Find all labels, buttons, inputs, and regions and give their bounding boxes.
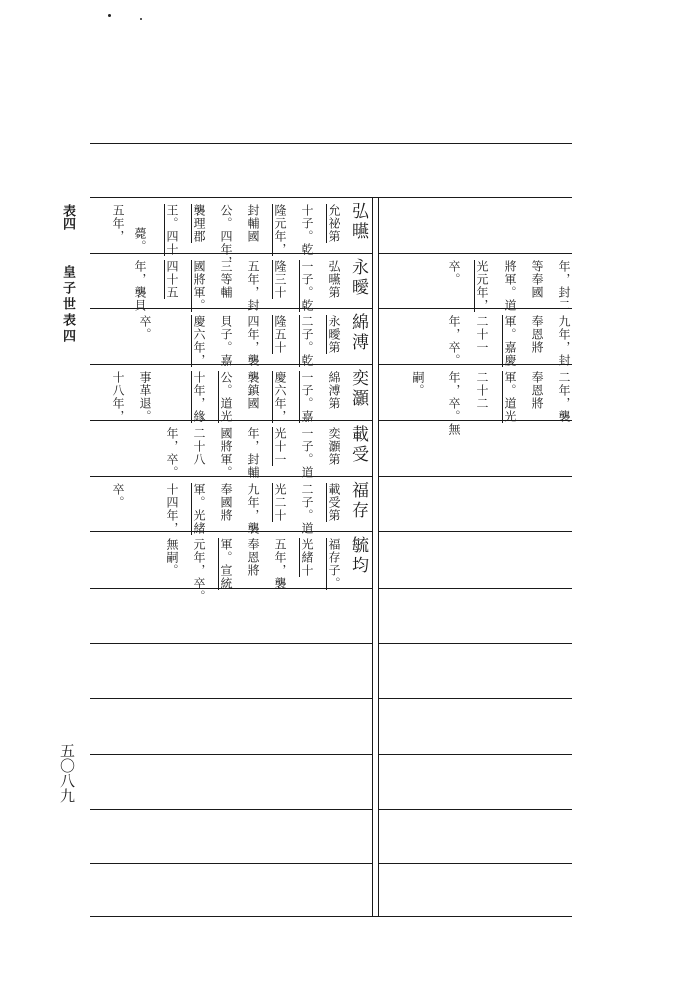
table-bottom-rule	[90, 916, 572, 917]
entry-text: 二子。道	[300, 483, 314, 535]
table-number: 表四	[60, 204, 75, 230]
entry-text: 封輔國	[246, 204, 260, 243]
continuation-row-2	[382, 308, 572, 367]
member-name: 毓均	[348, 536, 368, 576]
entry-text: 卒。	[111, 483, 125, 509]
entry-text: 奉恩將	[530, 315, 544, 354]
entry-text: 奉恩將	[530, 371, 544, 410]
right-row-rule	[378, 643, 572, 644]
scan-speck	[140, 18, 142, 20]
entry-text: 三等輔	[219, 260, 233, 299]
scan-speck	[108, 14, 111, 17]
entry-text: 年，卒。	[447, 315, 461, 367]
entry-text: 五年，	[111, 204, 125, 243]
genealogy-row-yihao	[90, 364, 372, 423]
entry-text: 一子。道	[300, 427, 314, 479]
entry-text: 九年，封	[557, 315, 571, 367]
entry-text: 永曖第	[327, 315, 341, 354]
entry-text: 二十八	[192, 427, 206, 466]
right-row-rule	[378, 863, 572, 864]
entry-text: 奉恩將	[246, 538, 260, 577]
entry-text: 軍。道光	[503, 371, 517, 423]
entry-text: 襲理郡	[192, 204, 206, 243]
entry-text: 慶六年，	[273, 371, 287, 423]
entry-text: 軍。宣統	[219, 538, 233, 590]
entry-text: 薨。	[133, 227, 147, 253]
page-number: 五〇八九	[58, 743, 76, 803]
entry-text: 嗣。	[411, 371, 425, 397]
entry-text: 等奉國	[530, 260, 544, 299]
row-rule	[90, 698, 372, 699]
right-row-rule	[378, 809, 572, 810]
member-name: 福存	[348, 481, 368, 521]
entry-text: 卒。	[138, 315, 152, 341]
entry-text: 軍。嘉慶	[503, 315, 517, 367]
entry-text: 貝子。嘉	[219, 315, 233, 367]
genealogy-row-zaishou	[90, 420, 372, 479]
continuation-row-3	[382, 364, 572, 436]
entry-text: 卒。	[447, 260, 461, 286]
right-row-rule	[378, 754, 572, 755]
entry-text: 公。道光	[219, 371, 233, 423]
entry-text: 國將軍。	[192, 260, 206, 312]
member-name: 弘曣	[348, 202, 368, 242]
entry-text: 年，卒。無	[447, 371, 461, 436]
row-rule	[90, 863, 372, 864]
right-row-rule	[378, 531, 572, 532]
entry-text: 四年，襲	[246, 315, 260, 367]
entry-text: 元年，卒。	[192, 538, 206, 603]
entry-text: 二十一	[475, 315, 489, 354]
column-divider	[372, 197, 373, 917]
entry-text: 隆五十	[273, 315, 287, 354]
member-name: 綿溥	[348, 313, 368, 353]
entry-text: 十八年，	[111, 371, 125, 423]
entry-text: 年，襲貝	[133, 260, 147, 312]
entry-text: 年，封二	[557, 260, 571, 312]
entry-text: 五年，襲	[273, 538, 287, 590]
entry-text: 奕灝第	[327, 427, 341, 466]
entry-text: 載受第	[327, 483, 341, 522]
genealogy-row-hongyan	[90, 197, 372, 269]
right-row-rule	[378, 420, 572, 421]
genealogy-row-yongai	[90, 253, 372, 312]
entry-text: 福存子。	[327, 538, 341, 590]
entry-text: 一子。乾	[300, 260, 314, 312]
entry-text: 二子。乾	[300, 315, 314, 367]
entry-text: 光元年，	[475, 260, 489, 312]
entry-text: 年，卒。	[165, 427, 179, 479]
entry-text: 九年，襲	[246, 483, 260, 535]
member-name: 奕灝	[348, 369, 368, 409]
right-row-rule	[378, 476, 572, 477]
entry-text: 四十五	[165, 260, 179, 299]
entry-text: 襲鎮國	[246, 371, 260, 410]
entry-text: 公。四年，	[219, 204, 233, 269]
right-row-rule	[378, 698, 572, 699]
row-rule	[90, 809, 372, 810]
genealogy-row-yujun	[90, 531, 372, 603]
running-title: 皇子世表四	[60, 265, 75, 345]
genealogy-row-mianpu	[90, 308, 372, 367]
row-rule	[90, 754, 372, 755]
entry-text: 年，封輔	[246, 427, 260, 479]
entry-text: 允祕第	[327, 204, 341, 243]
entry-text: 十子。乾	[300, 204, 314, 256]
entry-text: 隆元年，	[273, 204, 287, 256]
entry-text: 光二十	[273, 483, 287, 522]
entry-text: 慶六年，	[192, 315, 206, 367]
entry-text: 隆三十	[273, 260, 287, 299]
right-row-rule	[378, 588, 572, 589]
entry-text: 一子。嘉	[300, 371, 314, 423]
entry-text: 十年，緣	[192, 371, 206, 423]
row-rule	[90, 643, 372, 644]
entry-text: 無嗣。	[165, 538, 179, 577]
entry-text: 王。四十	[165, 204, 179, 256]
entry-text: 五年，封	[246, 260, 260, 312]
entry-text: 二年，襲	[557, 371, 571, 423]
entry-text: 弘曣第	[327, 260, 341, 299]
entry-text: 軍。光緒	[192, 483, 206, 535]
entry-text: 國將軍。	[219, 427, 233, 479]
entry-text: 事革退。	[138, 371, 152, 423]
entry-text: 光十一	[273, 427, 287, 466]
member-name: 永曖	[348, 258, 368, 298]
entry-text: 光緒十	[300, 538, 314, 577]
entry-text: 十四年，	[165, 483, 179, 535]
genealogy-row-fucun	[90, 476, 372, 535]
table-top-rule	[90, 143, 572, 144]
entry-text: 將軍。道	[503, 260, 517, 312]
entry-text: 綿溥第	[327, 371, 341, 410]
entry-text: 二十二	[475, 371, 489, 410]
continuation-row-1	[382, 253, 572, 312]
member-name: 載受	[348, 425, 368, 465]
entry-text: 奉國將	[219, 483, 233, 522]
